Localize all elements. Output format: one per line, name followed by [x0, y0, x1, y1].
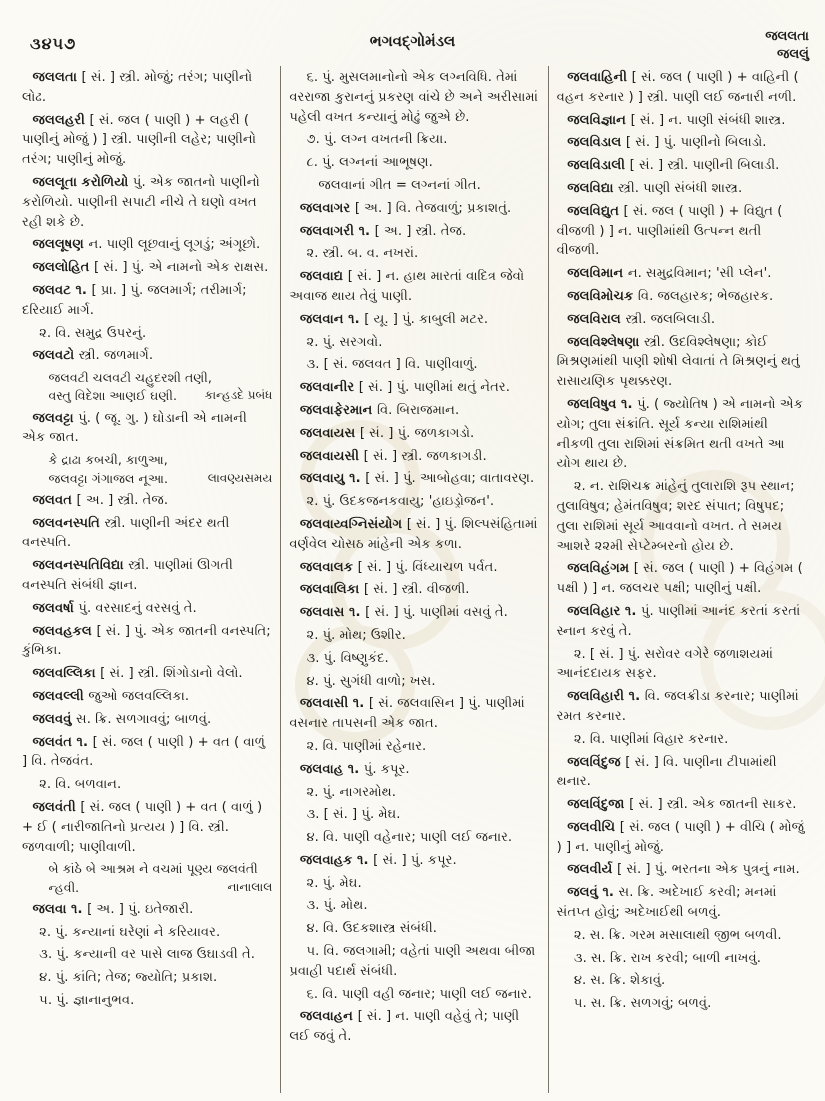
entry-definition: [ સં. ] ન. પાણી વહેવું તે; પાણી લઈ જવું તે. [289, 1009, 520, 1045]
entry-definition: [ સં. જલ ( પાણી ) + વાહિની ( વહન કરનાર ) ] સ્ત્રી. પાણી લઈ જનારી નળી. [556, 70, 799, 105]
column-2 [280, 66, 547, 1093]
verse-text: ન્હવી. [48, 879, 80, 895]
entry-sense: ૨. સ્ત્રી. બ. વ. નખરાં. [306, 246, 419, 262]
column-1 [14, 66, 280, 1093]
dictionary-entry [289, 378, 539, 398]
entry-definition: સ. ક્રિ. અદેખાઈ કરવી; મનમાં સંતપ્ત હોવું; અદેખાઈથી બળવું. [556, 885, 777, 921]
entry-headword: જલવાહિની [567, 70, 632, 85]
entry-headword: જલવત [32, 492, 77, 508]
entry-sense: ૬. પું. મુસલમાનોનો એક લગ્નવિધિ. તેમાં વરરાજા કુરાનનું પ્રકરણ વાંચે છે અને અરીસામાં પહેલી વખત કન્યાનું મોઢું જુએ છે. [289, 70, 538, 125]
entry-headword: જલવાનીર [299, 380, 359, 396]
entry-headword: જલવિહંગમ [567, 561, 634, 577]
entry-sense: ૩. [ સં. ] પું. મેઘ. [306, 807, 401, 823]
verse-attribution: નાનાલાલ [227, 879, 273, 894]
dictionary-entry [557, 264, 807, 284]
entry-sense: ૨. પું. મેઘ. [306, 875, 362, 891]
entry-headword: જલવિંદુજા [567, 797, 630, 813]
entry-sense: ૨. વિ. સમુદ્ર ઉપરનું. [39, 325, 147, 341]
entry-definition: સ્ત્રી. જળમાર્ગ. [78, 348, 154, 364]
entry-headword: જલવિદ્યા [567, 180, 619, 196]
entry-definition: વિ. જલક્રીડા કરનાર; પાણીમાં રમત કરનાર. [556, 689, 799, 724]
entry-definition: ન. પાણી લૂછવાનું લૂગડું; અંગૂછો. [88, 237, 261, 253]
entry-definition: પું. ( જૂ. ગુ. ) ઘોડાની એ નામની એક જાત. [22, 410, 247, 446]
entry-sense: ૪. પું. સુગંધી વાળો; ખસ. [306, 673, 436, 689]
dictionary-entry [289, 580, 539, 600]
dictionary-entry [22, 687, 272, 707]
entry-headword: જલવાદ્ય [299, 269, 348, 285]
verse-attribution: લાવણ્યસમય [207, 470, 273, 485]
entry-definition: [ અ. ] સ્ત્રી. તેજ. [76, 492, 169, 508]
entry-headword: જલવું ૧. [567, 885, 619, 901]
entry-headword: જલવા ૧. [32, 901, 88, 917]
entry-sense: ૭. પું. લગ્ન વખતની ક્રિયા. [306, 132, 448, 148]
entry-definition: પું. ( જ્યોતિષ ) એ નામનો એક યોગ; તુલા સંક્રાંતિ. સૂર્ય કન્યા રાશિમાંથી નીકળી તુલા રાશિમાં સંક્રમિત થતી વખતે આ યોગ થાય છે. [556, 396, 804, 472]
entry-headword: જલવાસી ૧. [299, 696, 369, 712]
entry-sense: ૩. પું. કન્યાની વર પાસે લાજ ઉઘાડવી તે. [39, 947, 255, 963]
entry-headword: જલવિજ્ઞાન [567, 112, 631, 128]
dictionary-columns [14, 66, 815, 1093]
entry-definition: ન. સમુદ્રવિમાન; 'સી પ્લેન'. [627, 266, 772, 282]
entry-headword: જલવાન ૧. [299, 311, 365, 327]
entry-sense: ૪. વિ. ઉદકશાસ્ત્ર સંબંધી. [306, 921, 438, 937]
dictionary-entry [289, 267, 539, 307]
dictionary-entry [289, 310, 539, 330]
entry-definition: [ સં. ] ન. પાણી સંબંધી શાસ્ત્ર. [630, 112, 786, 128]
entry-sense: ૨. [ સં. ] પું. સરોવર વગેરે જળાશયમાં આનંદદાયક સફર. [556, 646, 773, 682]
entry-headword: જલવટ્ટા [32, 410, 79, 426]
dictionary-entry [557, 602, 807, 642]
page-header [0, 26, 825, 68]
verse-quote [22, 860, 272, 897]
catchword-bottom: જલલું [777, 47, 809, 62]
entry-definition: [ સં. ] પું. એ નામનો એક રાક્ષસ. [93, 260, 269, 276]
entry-definition: [ અ. ] વિ. તેજવાળું; પ્રકાશતું. [354, 200, 512, 216]
dictionary-entry [557, 395, 807, 474]
dictionary-entry [22, 491, 272, 511]
entry-sense: ૨. વિ. બળવાન. [39, 777, 122, 793]
entry-definition: [ અ. ] પું. ઇતેજારી. [87, 901, 194, 917]
dictionary-entry [289, 447, 539, 467]
entry-definition: [ સં. ] સ્ત્રી. પાણીની બિલાડી. [629, 158, 780, 174]
page-number: ૩૪૫૭ [30, 34, 77, 53]
entry-sense: ૪. વિ. પાણી વહેનાર; પાણી લઈ જનાર. [306, 830, 513, 846]
entry-definition: જુઓ જલવલ્લિકા. [88, 688, 190, 704]
dictionary-entry [22, 258, 272, 278]
dictionary-entry [289, 222, 539, 242]
entry-sense: ૨. પું. મોથ; ઉશીર. [306, 627, 406, 643]
entry-definition: સ્ત્રી. ઉદવિશ્લેષણા; કોઈ મિશ્રણમાંથી પાણી શોષી લેવાતાં તે મિશ્રણનું થતું રાસાયણિક પૃથક્કરણ. [556, 334, 800, 390]
entry-definition: પું. કપૂર. [363, 761, 410, 777]
entry-definition: [ સં. ] પું. જળકાગડો. [359, 425, 475, 441]
entry-definition: [ સં. ] પું. કપૂર. [373, 852, 457, 868]
entry-headword: જલવાહન [299, 1009, 358, 1025]
verse-line [48, 879, 272, 897]
dictionary-entry [289, 760, 539, 780]
entry-sense: ૩. [ સં. જલવત ] વિ. પાણીવાળું. [306, 357, 478, 373]
dictionary-entry [557, 156, 807, 176]
dictionary-entry [22, 235, 272, 255]
entry-headword: જલવાફેરમાન [299, 402, 377, 418]
entry-headword: જલવલ્લિકા [32, 666, 101, 682]
dictionary-entry [289, 424, 539, 444]
dictionary-entry [22, 798, 272, 857]
dictionary-entry [22, 710, 272, 730]
entry-definition: [ સં. ] સ્ત્રી. વીજળી. [363, 582, 470, 598]
entry-definition: [ સં. ] પું. ભરતના એક પુત્રનું નામ. [617, 862, 800, 878]
dictionary-entry [557, 202, 807, 261]
entry-sense: ૩. પું. મોથ. [306, 898, 368, 914]
entry-headword: જલવાસ ૧. [299, 605, 366, 621]
dictionary-entry [557, 310, 807, 330]
dictionary-entry [22, 599, 272, 619]
verse-attribution: કાન્હડદે પ્રબંધ [204, 388, 273, 403]
entry-definition: પું. વરસાદનું વરસવું તે. [78, 600, 197, 616]
entry-definition: [ અ. ] સ્ત્રી. તેજ. [374, 223, 467, 239]
entry-headword: જલલહરી [32, 112, 90, 128]
dictionary-entry [557, 818, 807, 858]
entry-definition: [ સં. જલ ( પાણી ) + વત ( વાળું ] વિ. તેજવંત. [22, 734, 266, 770]
dictionary-entry [557, 333, 807, 392]
entry-definition: [ સં. ] વિ. પાણીના ટીપામાંથી થનાર. [556, 754, 777, 790]
dictionary-entry [289, 401, 539, 421]
dictionary-entry [289, 515, 539, 555]
entry-headword: જલવલ્લી [32, 688, 89, 704]
entry-definition: [ યૂ. ] પું. કાબુલી મટર. [364, 311, 489, 327]
entry-sense: ૪. સ. ક્રિ. શેકાવું. [573, 973, 666, 989]
entry-headword: જલવાગરી ૧. [299, 223, 375, 239]
entry-definition: વિ. જલહારક; ભેજહારક. [637, 288, 774, 304]
entry-sense: ૨. પું. સરગવો. [306, 334, 383, 350]
entry-definition: [ સં. ] પું. શિલ્પસંહિતામાં વર્ણવેલ ચોસઠ માંહેની એક કળા. [289, 516, 538, 552]
entry-headword: જલવહકલ [32, 623, 97, 639]
dictionary-entry [22, 173, 272, 232]
entry-definition: [ સં. જલ ( પાણી ) + વીચિ ( મોજું ) ] ન. પાણીનું મોજું. [556, 819, 805, 855]
dictionary-entry [22, 111, 272, 170]
entry-headword: જલવટો [32, 348, 79, 364]
entry-headword: જલવિષુવ ૧. [567, 396, 638, 412]
dictionary-entry [22, 664, 272, 684]
dictionary-entry [557, 559, 807, 599]
dictionary-entry [289, 199, 539, 219]
entry-headword: જલવિરાલ [567, 311, 626, 327]
entry-headword: જલવિમાન [567, 266, 628, 282]
verse-quote [22, 369, 272, 406]
entry-sense: ૬. વિ. પાણી વહી જનાર; પાણી લઈ જનાર. [306, 986, 532, 1002]
entry-headword: જલવીર્ય [567, 862, 618, 878]
entry-headword: જલવાય્વગ્નિસંયોગ [299, 516, 407, 532]
entry-sense: ૨. ન. રાશિચક્ર માંહેનું તુલારાશિ રૂપ સ્થાન; તુલાવિષુવ; હેમંતવિષુવ; શરદ સંપાત; વિષુપદ; તુલા રાશિમાં સૂર્ય આવવાનો વખત. તે સમય આશરે ૨૨મી સેપ્ટેમ્બરનો હોય છે. [556, 479, 795, 554]
entry-definition: [ સં. ] પું. આબોહવા; વાતાવરણ. [365, 471, 535, 487]
dictionary-entry [557, 795, 807, 815]
dictionary-entry [289, 558, 539, 578]
dictionary-entry [557, 111, 807, 131]
entry-definition: [ સં. ] પું. પાણીમાં વસવું તે. [365, 605, 508, 621]
entry-headword: જલવિશ્લેષણા [567, 334, 644, 350]
dictionary-entry [557, 179, 807, 199]
dictionary-entry [557, 687, 807, 727]
entry-headword: જલવનસ્પતિ [32, 515, 105, 531]
entry-definition: [ સં. ] સ્ત્રી. એક જાતની સાકર. [629, 797, 797, 813]
verse-line [48, 451, 272, 469]
entry-definition: [ સં. જલવાસિન ] પું. પાણીમાં વસનાર તાપસની એક જાત. [289, 696, 525, 732]
verse-quote [22, 451, 272, 488]
entry-headword: જલવવું [32, 711, 77, 727]
entry-sense: ૨. પું. નાગરમોથ. [306, 784, 396, 800]
entry-idiom: જલવાનાં ગીત = લગ્નનાં ગીત. [318, 177, 481, 193]
entry-definition: [ સં. જલ ( પાણી ) + વત ( વાળું ) + ઈ ( નારીજાતિનો પ્રત્યય ) ] વિ. સ્ત્રી. જળવાળી; પાણીવાળી. [22, 799, 263, 855]
dictionary-entry [557, 68, 807, 108]
entry-headword: જલવંત ૧. [32, 734, 93, 750]
verse-text: જલવટ્ટા ગંગાજલ નૂઆ. [48, 470, 168, 486]
entry-headword: જલવિહારી ૧. [567, 689, 645, 705]
entry-definition: સ્ત્રી. જલબિલાડી. [625, 311, 716, 327]
entry-headword: જલવાયસી [299, 448, 364, 464]
entry-definition: પું. પાણીમાં આનંદ કરતાં કરતાં સ્નાન કરવું તે. [556, 603, 801, 639]
entry-headword: જલવિદ્યુત [567, 203, 624, 219]
entry-headword: જલવંતી [32, 799, 81, 815]
entry-definition: [ સં. ] સ્ત્રી. મોજું; તરંગ; પાણીનો લોઢ. [22, 70, 253, 105]
entry-headword: જલલૂષણ [32, 237, 89, 253]
verse-line [48, 369, 272, 387]
entry-sense: ૩. સ. ક્રિ. રાખ કરવી; બાળી નાખવું. [573, 950, 761, 966]
catchwords [765, 28, 809, 64]
entry-headword: જલવાગર [299, 200, 355, 216]
entry-sense: ૮. પું. લગ્નનાં આભૂષણ. [306, 155, 433, 171]
entry-headword: જલવાલિકા [299, 582, 364, 598]
entry-headword: જલલોહિત [32, 260, 94, 276]
entry-headword: જલવર્ષા [32, 600, 79, 616]
entry-headword: જલવટ ૧. [32, 282, 92, 298]
verse-text: જલવટી ચલવટી ચહુદરશી તણી, [48, 370, 212, 386]
verse-text: વસ્તુ વિદેશા આણઈ ઘણી. [48, 388, 177, 404]
catchword-top: જલલતા [765, 29, 809, 44]
entry-definition: [ પ્રા. ] પું. જલમાર્ગ; તરીમાર્ગ; દરિયાઈ માર્ગ. [22, 282, 247, 318]
dictionary-entry [557, 753, 807, 793]
dictionary-entry [289, 1007, 539, 1047]
dictionary-entry [557, 860, 807, 880]
dictionary-entry [557, 133, 807, 153]
entry-sense: ૨. પું. કન્યાનાં ઘરેણાં ને કરિયાવર. [39, 924, 221, 940]
dictionary-entry [22, 900, 272, 920]
dictionary-entry [22, 733, 272, 773]
dictionary-entry [289, 469, 539, 489]
dictionary-entry [22, 281, 272, 321]
entry-headword: જલવાહ ૧. [299, 761, 364, 777]
dictionary-entry [22, 514, 272, 554]
entry-headword: જલવિડાલી [567, 158, 630, 174]
entry-headword: જલવાયુ ૧. [299, 471, 366, 487]
entry-definition: [ સં. ] ન. હાથ મારતાં વાદિત્ર જેવો અવાજ થાય તેવું પાણી. [289, 269, 525, 304]
dictionary-entry [557, 883, 807, 923]
entry-definition: [ સં. ] પું. પાણીમાં થતું નેતર. [358, 380, 510, 396]
entry-definition: વિ. બિરાજમાન. [376, 402, 460, 418]
entry-definition: [ સં. જલ ( પાણી ) + વિહંગમ ( પક્ષી ) ] ન. જલચર પક્ષી; પાણીનું પક્ષી. [556, 561, 803, 597]
entry-definition: [ સં. જલ ( પાણી ) + વિદ્યુત ( વીજળી ) ] ન. પાણીમાંથી ઉત્પન્ન થતી વીજળી. [556, 203, 783, 259]
entry-headword: જલવનસ્પતિવિદ્યા [32, 558, 129, 574]
dictionary-entry [557, 287, 807, 307]
entry-sense: ૪. પું. કાંતિ; તેજ; જ્યોતિ; પ્રકાશ. [39, 970, 218, 986]
entry-definition: સ. ક્રિ. સળગાવવું; બાળવું. [76, 711, 212, 727]
verse-text: બે કાંઠે બે આશ્રમ ને વચમાં પૂણ્ય જલવંતી [48, 861, 258, 877]
entry-sense: ૫. સ. ક્રિ. સળગવું; બળવું. [573, 996, 712, 1012]
entry-definition: સ્ત્રી. પાણીમાં ઊગતી વનસ્પતિ સંબંધી જ્ઞાન. [22, 558, 233, 593]
dictionary-entry [22, 346, 272, 366]
dictionary-entry [289, 694, 539, 734]
entry-definition: પું. એક જાતનો પાણીનો કરોળિયો. પાણીની સપાટી નીચે તે ઘણો વખત રહી શકે છે. [22, 174, 260, 230]
entry-headword: જલલતા [32, 70, 82, 85]
entry-headword: જલવિહાર ૧. [567, 603, 641, 619]
entry-definition: [ સં. ] પું. પાણીનો બિલાડો. [625, 135, 767, 151]
dictionary-entry [22, 68, 272, 108]
verse-line [48, 387, 272, 405]
entry-sense: ૨. વિ. પાણીમાં વિહાર કરનાર. [573, 731, 729, 747]
entry-definition: સ્ત્રી. પાણીની અંદર થતી વનસ્પતિ. [22, 515, 230, 551]
column-3 [548, 66, 815, 1093]
entry-headword: જલવાયસ [299, 425, 360, 441]
verse-line [48, 860, 272, 878]
book-title: ભગવદ્ગોમંડલ [369, 32, 456, 50]
dictionary-entry [289, 603, 539, 623]
dictionary-entry [22, 409, 272, 449]
entry-headword: જલવિમોચક [567, 288, 638, 304]
entry-headword: જલલૂતા કરોળિયો [32, 174, 133, 190]
entry-sense: ૨. વિ. પાણીમાં રહેનાર. [306, 738, 427, 754]
entry-sense: ૩. પું. વિષ્ણુકંદ. [306, 650, 389, 666]
entry-definition: [ સં. ] પું. એક જાતની વનસ્પતિ; કુંભિકા. [22, 623, 271, 659]
verse-text: કે દ્રાઢા કબચી, કાળુઆ, [48, 452, 168, 468]
entry-definition: [ સં. ] પું. વિંધ્યાચળ પર્વત. [357, 559, 498, 575]
entry-headword: જલવિડાલ [567, 135, 626, 151]
entry-definition: [ સં. ] સ્ત્રી. જળકાગડી. [363, 448, 487, 464]
entry-sense: ૨. પું. ઉદકજનકવાયુ; 'હાઇડ્રોજન'. [306, 494, 495, 510]
dictionary-entry [22, 556, 272, 596]
entry-sense: ૫. પું. જ્ઞાનાનુભવ. [39, 992, 135, 1008]
verse-line [48, 470, 272, 488]
entry-definition: સ્ત્રી. પાણી સંબંધી શાસ્ત્ર. [618, 180, 743, 196]
entry-headword: જલવિંદુજ [567, 754, 626, 770]
entry-sense: ૫. વિ. જલગામી; વહેતાં પાણી અથવા બીજા પ્રવાહી પદાર્થ સંબંધી. [289, 944, 536, 979]
entry-definition: [ સં. જલ ( પાણી ) + લહરી ( પાણીનું મોજું ) ] સ્ત્રી. પાણીની લહેર; પાણીનો તરંગ; પાણીનું મોજું. [22, 112, 256, 168]
entry-headword: જલવાહક ૧. [299, 852, 374, 868]
entry-headword: જલવાલક [299, 559, 358, 575]
entry-definition: [ સં. ] સ્ત્રી. શિંગોડાનો વેલો. [100, 666, 243, 682]
dictionary-entry [22, 622, 272, 662]
entry-headword: જલવીચિ [567, 819, 620, 835]
entry-sense: ૨. સ. ક્રિ. ગરમ મસાલાથી જીભ બળવી. [573, 927, 782, 943]
dictionary-entry [289, 851, 539, 871]
